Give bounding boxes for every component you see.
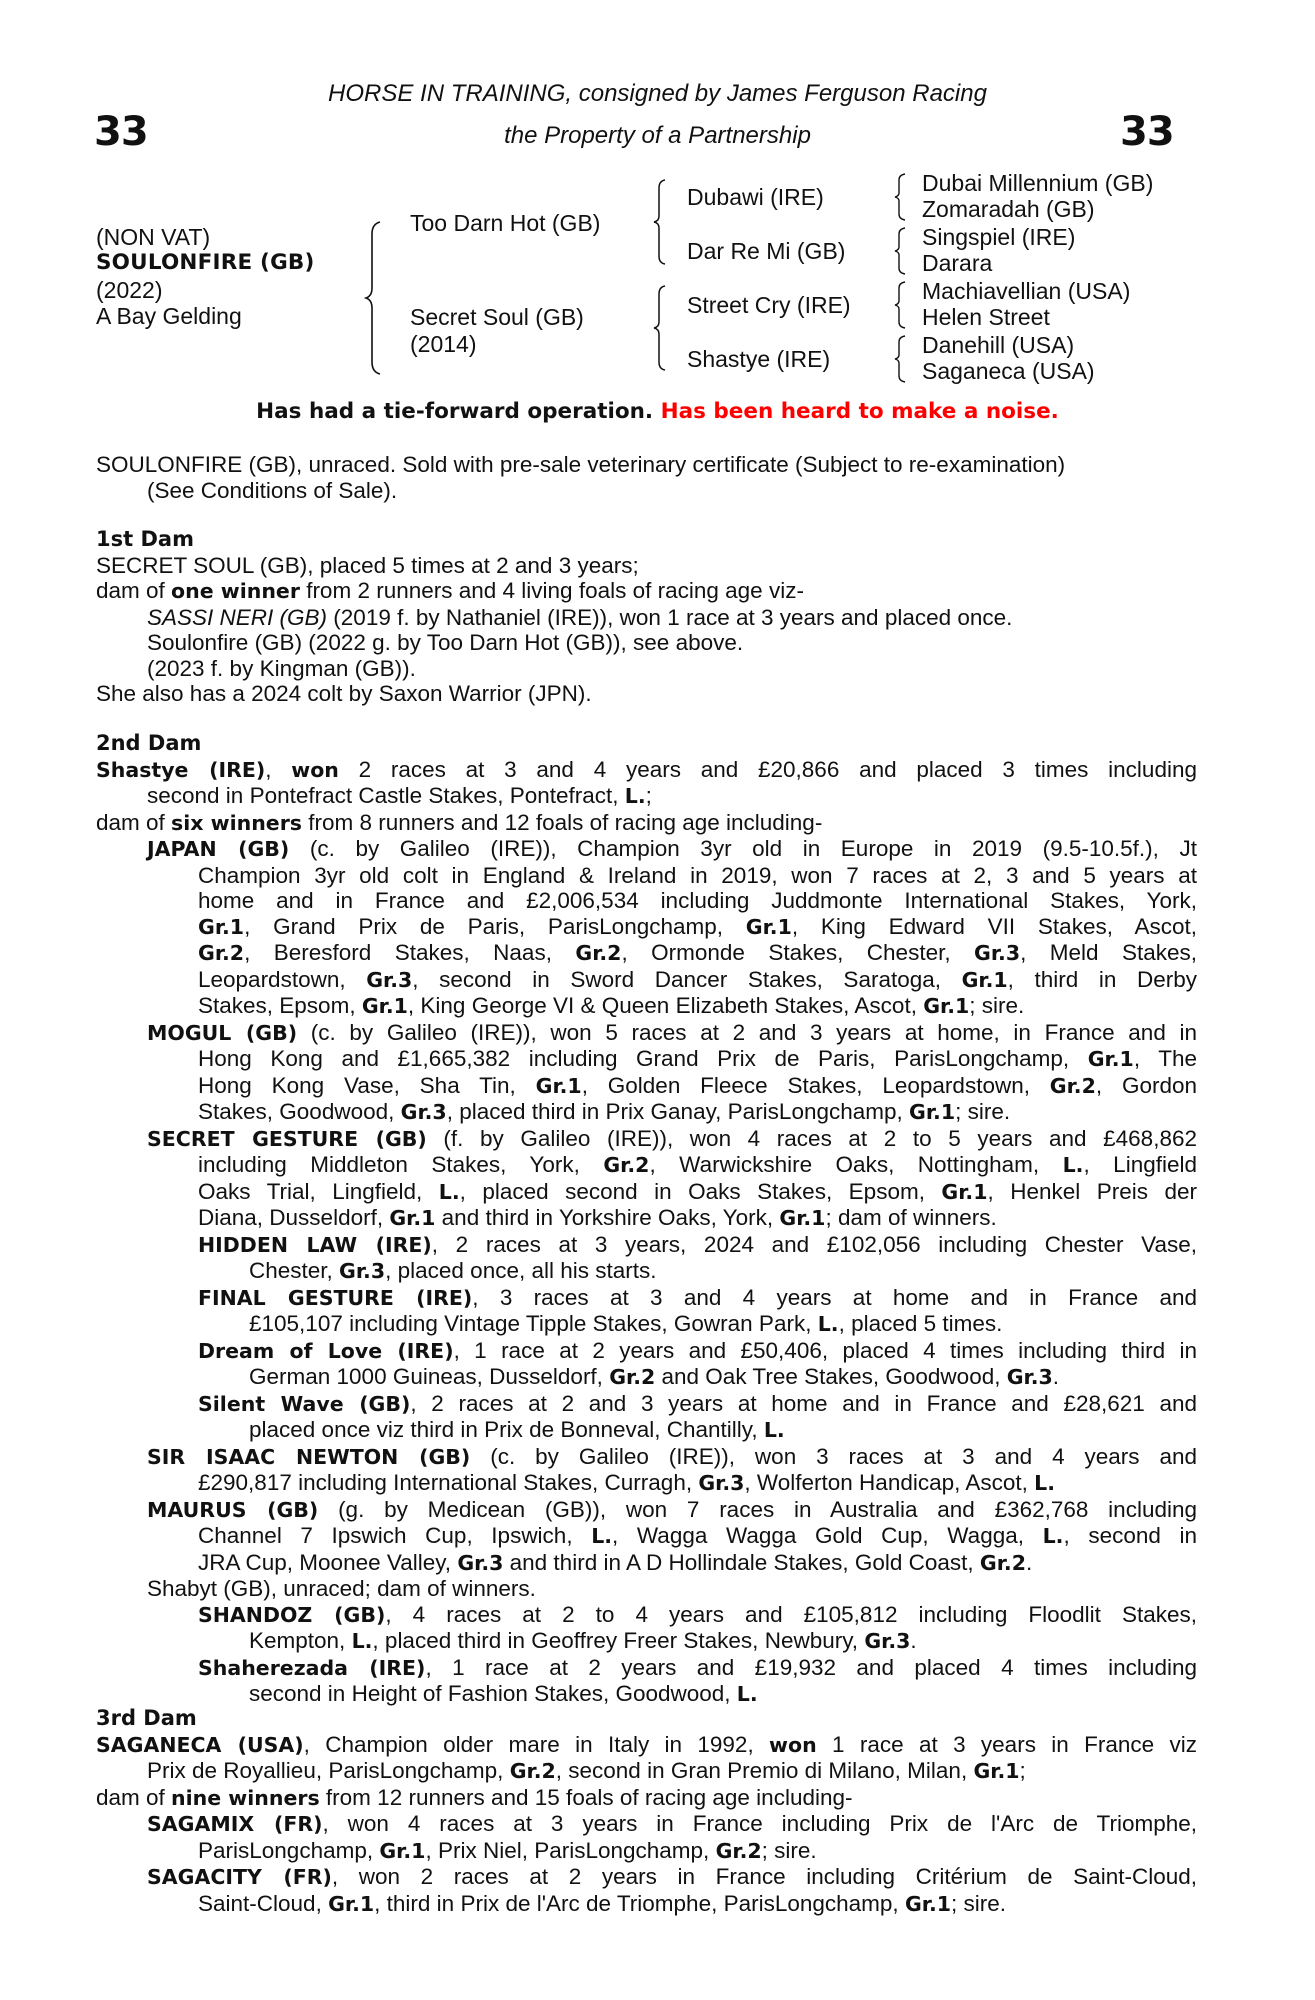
bold-text: Gr.1 (904, 1891, 952, 1916)
pedigree-note-line (198, 1205, 1197, 1232)
bold-text: L. (624, 784, 646, 808)
text-run: Kempton, (249, 1628, 352, 1653)
bold-text: L. (736, 1682, 758, 1706)
text-run: She also has a 2024 colt by Saxon Warrior (JPN). (96, 681, 592, 706)
text-run: JRA Cup, Moonee Valley, (198, 1549, 458, 1575)
pedigree-note-line (147, 1497, 1197, 1524)
text-run: , King George VI & Queen Elizabeth Stakes, Ascot, (407, 993, 924, 1018)
text-run: , 4 races at 2 to 4 years and £105,812 including Floodlit Stakes, (385, 1601, 1197, 1627)
text-run: , won 4 races at 3 years in France including Prix de l'Arc de Triomphe, (322, 1811, 1197, 1836)
gen3-ancestor: Machiavellian (USA) (922, 278, 1131, 304)
dam-dam: Shastye (IRE) (687, 346, 831, 372)
text-run: £105,107 including Vintage Tipple Stakes, Gowran Park, (249, 1311, 818, 1336)
text-run: , 3 races at 3 and 4 years at home and in France and (472, 1284, 1197, 1310)
section-heading: 1st Dam (96, 527, 194, 551)
text-run: , Grand Prix de Paris, ParisLongchamp, (244, 913, 746, 939)
text-run: ; sire. (955, 1099, 1011, 1124)
pedigree-note-line (96, 757, 1197, 784)
text-run: , placed once, all his starts. (385, 1258, 657, 1283)
pedigree-note-line (147, 605, 1197, 631)
text-run: German 1000 Guineas, Dusseldorf, (249, 1364, 610, 1389)
bold-text: Gr.1 (961, 967, 1008, 992)
bold-text: Gr.1 (745, 914, 792, 939)
bold-text: L. (351, 1629, 373, 1653)
pedigree-brace (893, 280, 907, 330)
pedigree-note-line (96, 810, 1197, 837)
pedigree-brace (652, 178, 668, 266)
bold-text: Gr.3 (366, 967, 413, 992)
bold-text: Silent Wave (GB) (198, 1391, 411, 1416)
pedigree-note-line (198, 1602, 1197, 1629)
text-run: including Middleton Stakes, York, (198, 1152, 604, 1177)
pedigree-note-line (249, 1681, 1197, 1708)
bold-text: Gr.1 (535, 1073, 582, 1098)
text-run: (2019 f. by Nathaniel (IRE)), won 1 race at 3 years and placed once. (327, 604, 1013, 630)
pedigree-note-line (198, 1391, 1197, 1418)
pedigree-note-line (147, 1864, 1197, 1891)
bold-text: Gr.1 (779, 1206, 826, 1230)
gen3-ancestor: Singspiel (IRE) (922, 224, 1076, 250)
text-run: , Prix Niel, ParisLongchamp, (425, 1837, 716, 1863)
text-run: ; sire. (761, 1837, 817, 1863)
text-run: , second in Sword Dancer Stakes, Saratoga, (412, 966, 962, 992)
pedigree-note-line (147, 1758, 1197, 1785)
bold-text: Shastye (IRE) (96, 757, 266, 782)
gen3-ancestor: Danehill (USA) (922, 332, 1075, 358)
pedigree-note-line (147, 1811, 1197, 1838)
bold-text: Gr.1 (198, 914, 245, 939)
bold-text: Gr.1 (389, 1206, 436, 1230)
lot-number-left: 33 (94, 109, 148, 155)
pedigree-note-line (198, 940, 1197, 967)
text-run: , placed second in Oaks Stakes, Epsom, (459, 1178, 942, 1204)
text-run: , 2 races at 3 years, 2024 and £102,056 including Chester Vase, (431, 1231, 1197, 1257)
pedigree-note-line (198, 1073, 1197, 1100)
text-run: ; (1019, 1758, 1026, 1783)
text-run: Leopardstown, (198, 966, 367, 992)
text-run: second in Height of Fashion Stakes, Goodwood, (249, 1681, 737, 1706)
bold-text: Gr.1 (909, 1100, 956, 1124)
pedigree-note-line (147, 656, 1197, 682)
text-run: , Henkel Preis der (987, 1178, 1197, 1204)
text-run: , Gordon (1095, 1072, 1197, 1098)
gen3-ancestor: Zomaradah (GB) (922, 196, 1095, 222)
pedigree-note-line (198, 1285, 1197, 1312)
bold-text: Dream of Love (IRE) (198, 1338, 454, 1363)
pedigree-note-line (249, 1364, 1197, 1391)
bold-text: L. (438, 1179, 460, 1204)
text-run: dam of (96, 1784, 172, 1810)
bold-text: L. (1042, 1524, 1064, 1548)
lot-number-right: 33 (1120, 109, 1174, 155)
pedigree-note-line (249, 1311, 1197, 1338)
notice-operation: Has had a tie-forward operation. (256, 399, 654, 424)
pedigree-note-line (198, 888, 1197, 914)
bold-text: Gr.1 (379, 1838, 426, 1863)
bold-text: MOGUL (GB) (147, 1020, 298, 1045)
third-dam-section (96, 1706, 1197, 1917)
text-run: ; (645, 783, 652, 808)
text-run: home and in France and £2,006,534 including Juddmonte International Stakes, York, (198, 888, 1197, 913)
pedigree-brace (652, 284, 668, 372)
bold-text: six winners (171, 810, 303, 835)
text-run: 2 races at 3 and 4 years and £20,866 and placed 3 times including (338, 756, 1197, 782)
text-run: , Golden Fleece Stakes, Leopardstown, (581, 1072, 1050, 1098)
pedigree-note-line (198, 1099, 1197, 1126)
bold-text: L. (591, 1524, 613, 1548)
text-run: , Meld Stakes, (1020, 940, 1197, 965)
horse-year: (2022) (96, 277, 163, 303)
pedigree-note-line (198, 993, 1197, 1020)
bold-text: HIDDEN LAW (IRE) (198, 1232, 432, 1257)
italic-text: SASSI NERI (GB) (147, 604, 328, 630)
bold-text: SECRET GESTURE (GB) (147, 1126, 427, 1151)
text-run: SOULONFIRE (GB), unraced. Sold with pre-sale veterinary certificate (Subject to re-examination) (96, 452, 1066, 477)
property-line: the Property of a Partnership (504, 122, 811, 149)
bold-text: SAGACITY (FR) (147, 1865, 332, 1889)
text-run: , Lingfield (1083, 1152, 1197, 1177)
text-run: , placed third in Prix Ganay, ParisLongchamp, (446, 1099, 910, 1124)
pedigree-note-line (147, 1444, 1197, 1471)
bold-text: Gr.2 (715, 1838, 762, 1863)
bold-text: SHANDOZ (GB) (198, 1602, 386, 1627)
pedigree-note-line (147, 1126, 1197, 1153)
bold-text: Gr.2 (575, 941, 622, 965)
text-run: Champion 3yr old colt in England & Ireland in 2019, won 7 races at 2, 3 and 5 years at (198, 862, 1197, 888)
pedigree-note-line (96, 452, 1197, 478)
text-run: , Champion older mare in Italy in 1992, (303, 1731, 770, 1757)
text-run: Hong Kong and £1,665,382 including Grand Prix de Paris, ParisLongchamp, (198, 1046, 1088, 1071)
gen3-ancestor: Dubai Millennium (GB) (922, 170, 1154, 196)
text-run: (c. by Galileo (IRE)), won 3 races at 3 and 4 years and (470, 1443, 1197, 1469)
bold-text: Gr.1 (923, 994, 970, 1018)
bold-text: SAGANECA (USA) (96, 1732, 304, 1757)
bold-text: SIR ISAAC NEWTON (GB) (147, 1444, 471, 1469)
pedigree-note-line (249, 1258, 1197, 1285)
text-run: (2023 f. by Kingman (GB)). (147, 655, 416, 681)
text-run: Shabyt (GB), unraced; dam of winners. (147, 1576, 536, 1601)
pedigree-note-line (147, 630, 1197, 656)
text-run: and third in Yorkshire Oaks, York, (435, 1205, 780, 1230)
text-run: and Oak Tree Stakes, Goodwood, (655, 1364, 1007, 1389)
pedigree-note-line (198, 1550, 1197, 1577)
text-run: , third in Prix de l'Arc de Triomphe, ParisLongchamp, (374, 1890, 905, 1916)
bold-text: Gr.3 (1006, 1365, 1053, 1389)
text-run: , 1 race at 2 years and £19,932 and placed 4 times including (425, 1654, 1197, 1680)
text-run: £290,817 including International Stakes, Curragh, (198, 1470, 699, 1495)
bold-text: Gr.1 (328, 1891, 375, 1916)
text-run: Diana, Dusseldorf, (198, 1205, 390, 1230)
text-run: , won 2 races at 2 years in France including Critérium de Saint-Cloud, (331, 1864, 1197, 1889)
text-run: from 2 runners and 4 living foals of racing age viz- (299, 578, 804, 603)
bold-text: Gr.1 (361, 994, 408, 1018)
text-run: , Wagga Wagga Gold Cup, Wagga, (612, 1523, 1043, 1548)
bold-text: JAPAN (GB) (147, 837, 290, 861)
pedigree-brace (893, 172, 907, 222)
bold-text: Gr.2 (609, 1365, 656, 1389)
text-run: 1 race at 3 years in France viz (816, 1731, 1197, 1757)
text-run: ; dam of winners. (825, 1205, 997, 1230)
text-run: , second in Gran Premio di Milano, Milan, (555, 1758, 974, 1783)
text-run: from 8 runners and 12 foals of racing age including- (302, 809, 823, 835)
text-run: , placed 5 times. (838, 1311, 1003, 1336)
bold-text: Gr.3 (400, 1100, 447, 1124)
text-run: , Wolferton Handicap, Ascot, (744, 1470, 1035, 1495)
text-run: . (1025, 1549, 1033, 1575)
horse-name: SOULONFIRE (GB) (96, 250, 315, 275)
bold-text: L. (1062, 1153, 1084, 1177)
text-run: dam of (96, 809, 172, 835)
text-run: Chester, (249, 1258, 340, 1283)
pedigree-brace (364, 220, 384, 376)
dam-year: (2014) (410, 331, 477, 357)
text-run: , Beresford Stakes, Naas, (244, 940, 576, 965)
pedigree-note-line (147, 783, 1197, 810)
text-run: , second in (1063, 1523, 1197, 1548)
text-run: , Ormonde Stakes, Chester, (621, 940, 975, 965)
bold-text: Gr.1 (1087, 1047, 1134, 1071)
vat-status: (NON VAT) (96, 224, 211, 250)
pedigree-note-line (96, 1732, 1197, 1759)
text-run: . (1052, 1364, 1060, 1389)
text-run: ParisLongchamp, (198, 1837, 380, 1863)
first-dam-section (96, 527, 1197, 707)
pedigree-note-line (198, 1655, 1197, 1682)
bold-text: L. (1034, 1471, 1056, 1495)
pedigree-note-line (96, 578, 1197, 605)
text-run: Prix de Royallieu, ParisLongchamp, (147, 1758, 510, 1783)
text-run: , placed third in Geoffrey Freer Stakes, Newbury, (372, 1628, 865, 1653)
text-run: , third in Derby (1007, 966, 1197, 992)
text-run: Saint-Cloud, (198, 1890, 329, 1916)
pedigree-note-line (147, 1576, 1197, 1602)
bold-text: Gr.2 (198, 941, 245, 965)
intro-section (96, 452, 1197, 503)
bold-text: won (769, 1732, 817, 1757)
bold-text: Gr.3 (864, 1629, 911, 1653)
text-run: Soulonfire (GB) (2022 g. by Too Darn Hot (GB)), see above. (147, 630, 744, 655)
horse-description: A Bay Gelding (96, 303, 242, 329)
text-run: placed once viz third in Prix de Bonneval, Chantilly, (249, 1417, 764, 1442)
text-run: , King Edward VII Stakes, Ascot, (791, 913, 1197, 939)
gen3-ancestor: Saganeca (USA) (922, 358, 1095, 384)
text-run: SECRET SOUL (GB), placed 5 times at 2 and 3 years; (96, 552, 639, 578)
text-run: (f. by Galileo (IRE)), won 4 races at 2 to 5 years and £468,862 (426, 1125, 1197, 1151)
text-run: ; sire. (969, 993, 1025, 1018)
pedigree-note-line (198, 1152, 1197, 1179)
pedigree-note-line (198, 1891, 1197, 1918)
veterinary-notice (0, 398, 1315, 426)
sire-dam: Dar Re Mi (GB) (687, 238, 846, 264)
pedigree-note-line (147, 836, 1197, 863)
text-run: and third in A D Hollindale Stakes, Gold Coast, (503, 1549, 980, 1575)
gen3-ancestor: Helen Street (922, 304, 1050, 330)
pedigree-note-line (198, 1338, 1197, 1365)
text-run: second in Pontefract Castle Stakes, Pontefract, (147, 783, 625, 808)
bold-text: nine winners (171, 1785, 320, 1810)
bold-text: Gr.2 (1049, 1073, 1096, 1098)
pedigree-note-line (198, 1470, 1197, 1497)
text-run: from 12 runners and 15 foals of racing age including- (319, 1784, 853, 1810)
bold-text: Gr.3 (698, 1471, 745, 1495)
dam-sire: Street Cry (IRE) (687, 292, 851, 318)
text-run: , 2 races at 2 and 3 years at home and in France and £28,621 and (410, 1390, 1197, 1416)
bold-text: won (291, 757, 339, 782)
pedigree-note-line (198, 914, 1197, 941)
bold-text: Gr.2 (979, 1550, 1026, 1575)
gen3-ancestor: Darara (922, 250, 993, 276)
text-run: Hong Kong Vase, Sha Tin, (198, 1072, 536, 1098)
pedigree-note-line (96, 681, 1197, 707)
bold-text: Gr.1 (973, 1759, 1020, 1783)
text-run: Oaks Trial, Lingfield, (198, 1178, 439, 1204)
bold-text: MAURUS (GB) (147, 1497, 319, 1522)
text-run: (See Conditions of Sale). (147, 477, 398, 503)
text-run: (c. by Galileo (IRE)), Champion 3yr old in Europe in 2019 (9.5-10.5f.), Jt (289, 836, 1197, 861)
pedigree-note-line (198, 1046, 1197, 1073)
pedigree-note-line (198, 1838, 1197, 1865)
text-run: , The (1133, 1046, 1197, 1071)
section-heading: 2nd Dam (96, 731, 202, 755)
text-run: , 1 race at 2 years and £50,406, placed 4 times including third in (453, 1337, 1197, 1363)
bold-text: Gr.3 (974, 941, 1021, 965)
pedigree-brace (893, 226, 907, 276)
text-run: Stakes, Epsom, (198, 993, 362, 1018)
bold-text: Gr.1 (941, 1179, 988, 1204)
text-run: dam of (96, 578, 172, 603)
pedigree-note-line (249, 1417, 1197, 1444)
pedigree-note-line (249, 1628, 1197, 1655)
dam: Secret Soul (GB) (410, 304, 584, 330)
notice-noise-warning: Has been heard to make a noise. (660, 399, 1059, 424)
bold-text: Shaherezada (IRE) (198, 1655, 426, 1680)
bold-text: Gr.3 (457, 1550, 504, 1575)
bold-text: Gr.2 (509, 1759, 556, 1783)
bold-text: one winner (171, 579, 300, 603)
text-run: , Warwickshire Oaks, Nottingham, (649, 1152, 1063, 1177)
pedigree-brace (893, 334, 907, 384)
text-run: ; sire. (951, 1890, 1007, 1916)
sire-sire: Dubawi (IRE) (687, 184, 824, 210)
pedigree-note-line (198, 863, 1197, 889)
pedigree-note-line (198, 1232, 1197, 1259)
bold-text: L. (763, 1418, 785, 1442)
pedigree-note-line (96, 553, 1197, 579)
pedigree-note-line (198, 967, 1197, 994)
bold-text: L. (817, 1312, 839, 1336)
sire: Too Darn Hot (GB) (410, 210, 601, 236)
pedigree-note-line (147, 478, 1197, 504)
text-run: (c. by Galileo (IRE)), won 5 races at 2 and 3 years at home, in France and in (297, 1019, 1197, 1045)
pedigree-note-line (198, 1179, 1197, 1206)
bold-text: Gr.3 (339, 1259, 386, 1283)
pedigree-note-line (96, 1785, 1197, 1812)
text-run: (g. by Medicean (GB)), won 7 races in Australia and £362,768 including (318, 1496, 1197, 1522)
bold-text: SAGAMIX (FR) (147, 1812, 323, 1836)
text-run: Stakes, Goodwood, (198, 1099, 401, 1124)
consignor-line: HORSE IN TRAINING, consigned by James Ferguson Racing (328, 80, 987, 107)
section-heading: 3rd Dam (96, 1706, 197, 1730)
second-dam-section (96, 731, 1197, 1708)
bold-text: FINAL GESTURE (IRE) (198, 1285, 473, 1310)
text-run: Channel 7 Ipswich Cup, Ipswich, (198, 1523, 592, 1548)
bold-text: Gr.2 (603, 1153, 650, 1177)
text-run: . (910, 1628, 917, 1653)
text-run: , (265, 756, 292, 782)
pedigree-note-line (198, 1523, 1197, 1550)
pedigree-note-line (147, 1020, 1197, 1047)
